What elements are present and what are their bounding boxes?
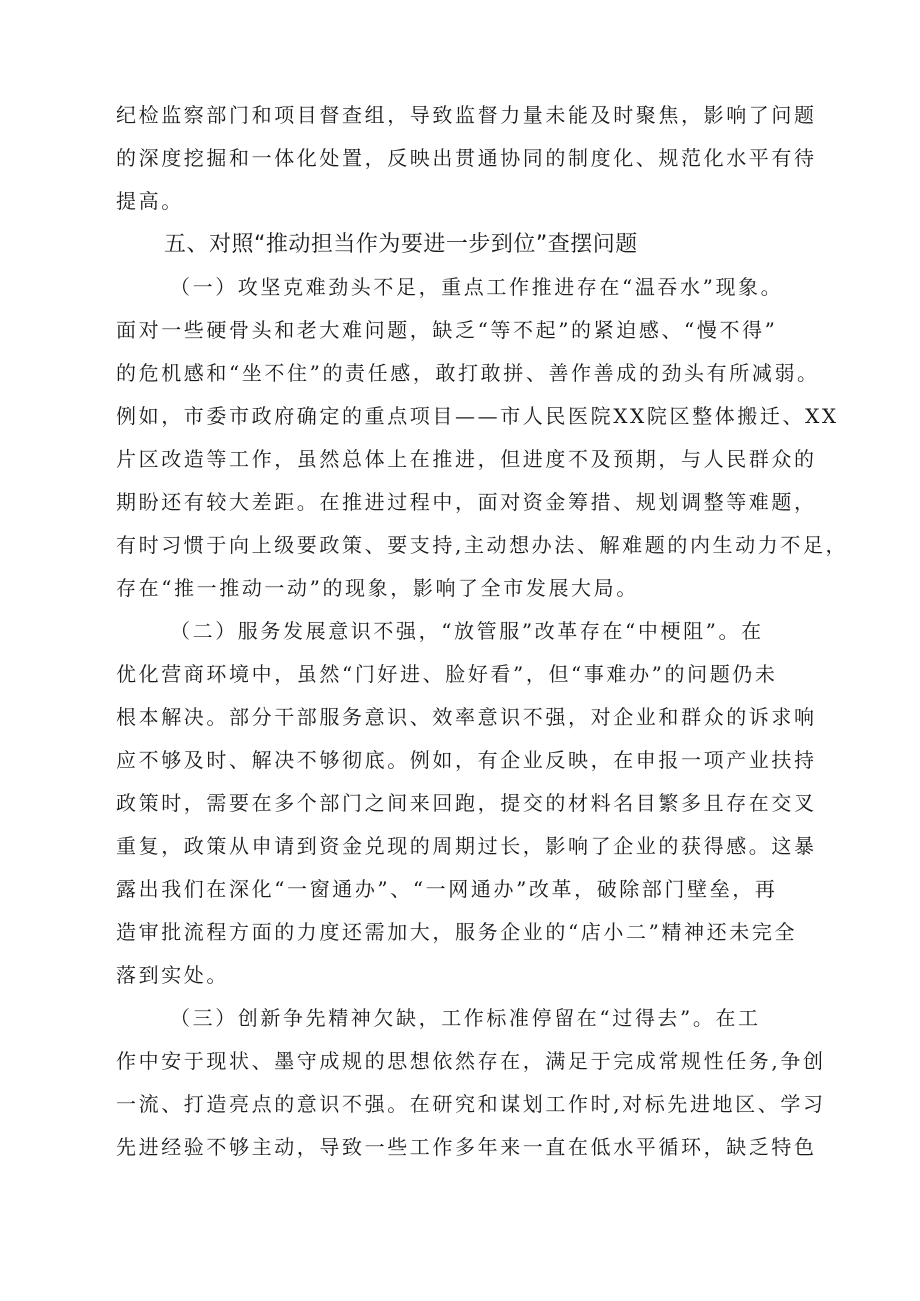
text-line: 露出我们在深化“一窗通办”、“一网通办”改革，破除部门壁垒，再 <box>116 877 778 901</box>
text-line: 先进经验不够主动，导致一些工作多年来一直在低水平循环，缺乏特色 <box>116 1135 817 1159</box>
text-line: （一）攻坚克难劲头不足，重点工作推进存在“温吞水”现象。 <box>170 275 784 299</box>
text-line: 存在“推一推动一动”的现象，影响了全市发展大局。 <box>116 576 639 600</box>
text-line: 一流、打造亮点的意识不强。在研究和谋划工作时,对标先进地区、学习 <box>116 1092 826 1116</box>
text-line: 例如，市委市政府确定的重点项目——市人民医院XX院区整体搬迁、XX <box>116 404 839 428</box>
text-line: 面对一些硬骨头和老大难问题，缺乏“等不起”的紧迫感、“慢不得” <box>116 318 778 342</box>
text-line: 作中安于现状、墨守成规的思想依然存在，满足于完成常规性任务,争创 <box>116 1049 826 1073</box>
text-line: 的深度挖掘和一体化处置，反映出贯通协同的制度化、规范化水平有待 <box>116 146 817 170</box>
text-line: （二）服务发展意识不强，“放管服”改革存在“中梗阻”。在 <box>170 619 764 643</box>
text-line: 重复，政策从申请到资金兑现的周期过长，影响了企业的获得感。这暴 <box>116 834 817 858</box>
text-line: 有时习惯于向上级要政策、要支持,主动想办法、解难题的内生动力不足， <box>116 533 849 557</box>
text-line: 优化营商环境中，虽然“门好进、脸好看”，但“事难办”的问题仍未 <box>116 662 778 686</box>
text-line: 应不够及时、解决不够彻底。例如，有企业反映，在申报一项产业扶持 <box>116 748 817 772</box>
text-line: 期盼还有较大差距。在推进过程中，面对资金筹措、规划调整等难题， <box>116 490 817 514</box>
text-line: （三）创新争先精神欠缺，工作标准停留在“过得去”。在工 <box>170 1006 761 1030</box>
text-line: 造审批流程方面的力度还需加大，服务企业的“店小二”精神还未完全 <box>116 920 798 944</box>
text-line: 根本解决。部分干部服务意识、效率意识不强，对企业和群众的诉求响 <box>116 705 817 729</box>
text-line: 纪检监察部门和项目督查组，导致监督力量未能及时聚焦，影响了问题 <box>116 103 817 127</box>
text-line: 落到实处。 <box>116 963 229 987</box>
text-line: 政策时，需要在多个部门之间来回跑，提交的材料名目繁多且存在交叉 <box>116 791 817 815</box>
text-line: 的危机感和“坐不住”的责任感，敢打敢拼、善作善成的劲头有所减弱。 <box>116 361 820 385</box>
section-heading: 五、对照“推动担当作为要进一步到位”查摆问题 <box>164 232 638 257</box>
text-line: 片区改造等工作，虽然总体上在推进，但进度不及预期，与人民群众的 <box>116 447 817 471</box>
text-line: 提高。 <box>116 189 184 213</box>
